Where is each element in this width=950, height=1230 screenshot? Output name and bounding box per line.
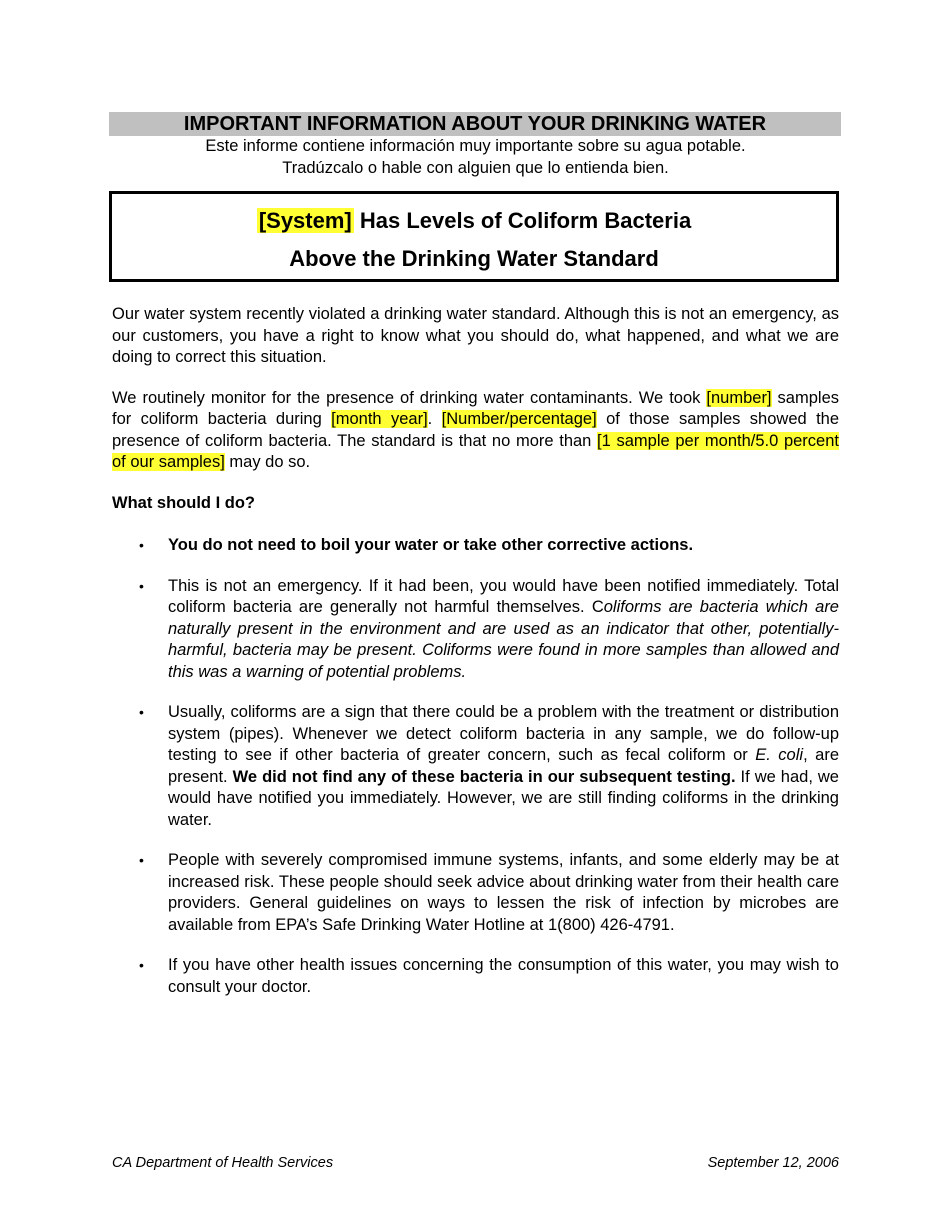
not-emergency-text: This is not an emergency. If it had been, you would have been notified immediately. Total coliform bacteria are generally not harmful themselves. C [168, 576, 839, 616]
list-item [112, 850, 839, 936]
testing-result: We did not find any of these bacteria in our subsequent testing. [232, 767, 736, 786]
list-item [112, 955, 839, 998]
number-percentage-placeholder: [Number/percentage] [441, 410, 597, 428]
title-line-1 [112, 202, 836, 240]
advice-list [112, 535, 839, 998]
bullet-icon: • [139, 537, 144, 553]
intro-paragraph: Our water system recently violated a drinking water standard. Although this is not an emergency, as our customers, you have a right to know what you should do, what happened, and what we are doing to correct this situation. [112, 305, 839, 366]
document-page [112, 112, 839, 998]
footer-department: CA Department of Health Services [112, 1155, 334, 1171]
title-line-2: Above the Drinking Water Standard [289, 246, 659, 271]
coliform-sign-text-3: If we had, we would have notified you immediately. However, we are still finding coliforms in the drinking water. [168, 767, 839, 829]
coliform-explanation: oliforms are bacteria which are naturally present in the environment and are used as an indicator that other, potentially-harmful, bacteria may be present. Coliforms were found in more samples than allowed and this was a warning of potential problems. [168, 598, 839, 681]
coliform-sign-text-1: Usually, coliforms are a sign that there could be a problem with the treatment or distribution system (pipes). Whenever we detect coliform bacteria in any sample, we do follow-up testing to see if other bacteria of greater concern, such as fecal coliform or [168, 703, 839, 764]
coliform-sign-text-2: , are present. [168, 746, 839, 786]
month-year-placeholder: [month year] [331, 410, 428, 428]
spanish-notice-line-2: Tradúzcalo o hable con alguien que lo entienda bien. [282, 158, 669, 177]
monitoring-text-3: . [427, 410, 442, 428]
bullet-icon: • [139, 577, 144, 594]
title-box [109, 191, 839, 282]
system-placeholder: [System] [258, 208, 352, 233]
question-heading: What should I do? [112, 493, 255, 512]
consult-doctor-text: If you have other health issues concerning the consumption of this water, you may wish to consult your doctor. [168, 956, 839, 996]
spanish-notice-line-1: Este informe contiene información muy importante sobre su agua potable. [205, 137, 746, 155]
no-boil-notice: You do not need to boil your water or take other corrective actions. [168, 536, 694, 554]
bullet-icon: • [139, 704, 144, 720]
monitoring-paragraph [112, 388, 839, 474]
ecoli-term: E. coli [755, 746, 804, 764]
bullet-icon: • [139, 957, 144, 973]
title-line-1-text: Has Levels of Coliform Bacteria [353, 208, 692, 233]
header-banner: IMPORTANT INFORMATION ABOUT YOUR DRINKING WATER [109, 112, 841, 136]
footer-date: September 12, 2006 [707, 1155, 839, 1171]
monitoring-text-5: may do so. [224, 453, 311, 471]
at-risk-text: People with severely compromised immune systems, infants, and some elderly may be at increased risk. These people should seek advice about drinking water from their health care providers. General guidelines on ways to lessen the risk of infection by microbes are available from EPA’s Safe Drinking Water Hotline at 1(800) 426-4791. [168, 851, 839, 934]
standard-placeholder: [1 sample per month/5.0 percent of our samples] [112, 431, 839, 471]
bullet-icon: • [139, 852, 144, 868]
list-item [112, 535, 839, 557]
list-item [112, 702, 839, 831]
list-item [112, 576, 839, 684]
footer [112, 1155, 839, 1171]
monitoring-text-1: We routinely monitor for the presence of drinking water contaminants. We took [112, 388, 707, 407]
monitoring-text-2: samples for coliform bacteria during [112, 388, 839, 428]
number-placeholder: [number] [706, 388, 772, 407]
monitoring-text-4: of those samples showed the presence of coliform bacteria. The standard is that no more than [112, 410, 840, 450]
